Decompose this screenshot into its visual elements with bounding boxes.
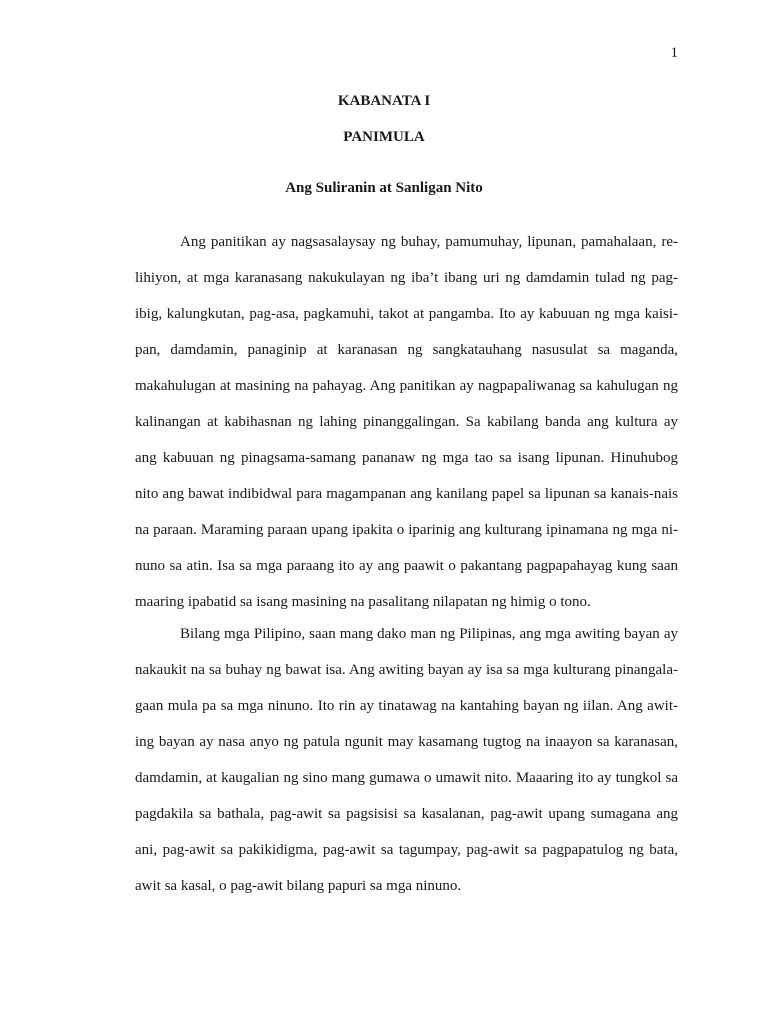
paragraph-line: gaan mula pa sa mga ninuno. Ito rin ay tinatawag na kantahing bayan ng iilan. Ang awit-: [135, 698, 678, 714]
paragraph-line: nuno sa atin. Isa sa mga paraang ito ay ang paawit o pakantang pagpapahayag kung saan: [135, 558, 678, 574]
page-number: 1: [670, 45, 678, 61]
paragraph-line: damdamin, at kaugalian ng sino mang gumawa o umawit nito. Maaaring ito ay tungkol sa: [135, 770, 678, 786]
paragraph-line: awit sa kasal, o pag-awit bilang papuri sa mga ninuno.: [135, 878, 462, 894]
paragraph-line: makahulugan at masining na pahayag. Ang panitikan ay nagpapaliwanag sa kahulugan ng: [135, 378, 678, 394]
subsection-heading: Ang Suliranin at Sanligan Nito: [285, 180, 483, 196]
paragraph-line: na paraan. Maraming paraan upang ipakita o iparinig ang kulturang ipinamana ng mga ni-: [135, 522, 678, 538]
paragraph-line: ang kabuuan ng pinagsama-samang pananaw ng mga tao sa isang lipunan. Hinuhubog: [135, 450, 678, 466]
paragraph-line: kalinangan at kabihasnan ng lahing pinanggalingan. Sa kabilang banda ang kultura ay: [135, 414, 678, 430]
paragraph-line: ibig, kalungkutan, pag-asa, pagkamuhi, takot at pangamba. Ito ay kabuuan ng mga kaisi-: [135, 306, 678, 322]
paragraph-2: [135, 616, 678, 904]
section-heading: PANIMULA: [343, 129, 425, 145]
chapter-heading: KABANATA I: [337, 93, 431, 109]
paragraph-line: ing bayan ay nasa anyo ng patula ngunit may kasamang tugtog na inaayon sa karanasan,: [135, 734, 678, 750]
paragraph-1: [135, 224, 678, 620]
paragraph-line: nito ang bawat indibidwal para magampanan ang kanilang papel sa lipunan sa kanais-nais: [135, 486, 678, 502]
paragraph-line: pan, damdamin, panaginip at karanasan ng sangkatauhang nasusulat sa maganda,: [135, 342, 678, 358]
paragraph-line: pagdakila sa bathala, pag-awit sa pagsisisi sa kasalanan, pag-awit upang sumagana ang: [135, 806, 678, 822]
paragraph-line: ani, pag-awit sa pakikidigma, pag-awit sa tagumpay, pag-awit sa pagpapatulog ng bata,: [135, 842, 678, 858]
paragraph-line: nakaukit na sa buhay ng bawat isa. Ang awiting bayan ay isa sa mga kulturang pinangala-: [135, 662, 678, 678]
paragraph-line: lihiyon, at mga karanasang nakukulayan ng iba’t ibang uri ng damdamin tulad ng pag-: [135, 270, 678, 286]
paragraph-line: maaring ipabatid sa isang masining na pasalitang nilapatan ng himig o tono.: [135, 594, 591, 610]
paragraph-line: Ang panitikan ay nagsasalaysay ng buhay, pamumuhay, lipunan, pamahalaan, re-: [180, 234, 678, 250]
paragraph-line: Bilang mga Pilipino, saan mang dako man ng Pilipinas, ang mga awiting bayan ay: [180, 626, 678, 642]
